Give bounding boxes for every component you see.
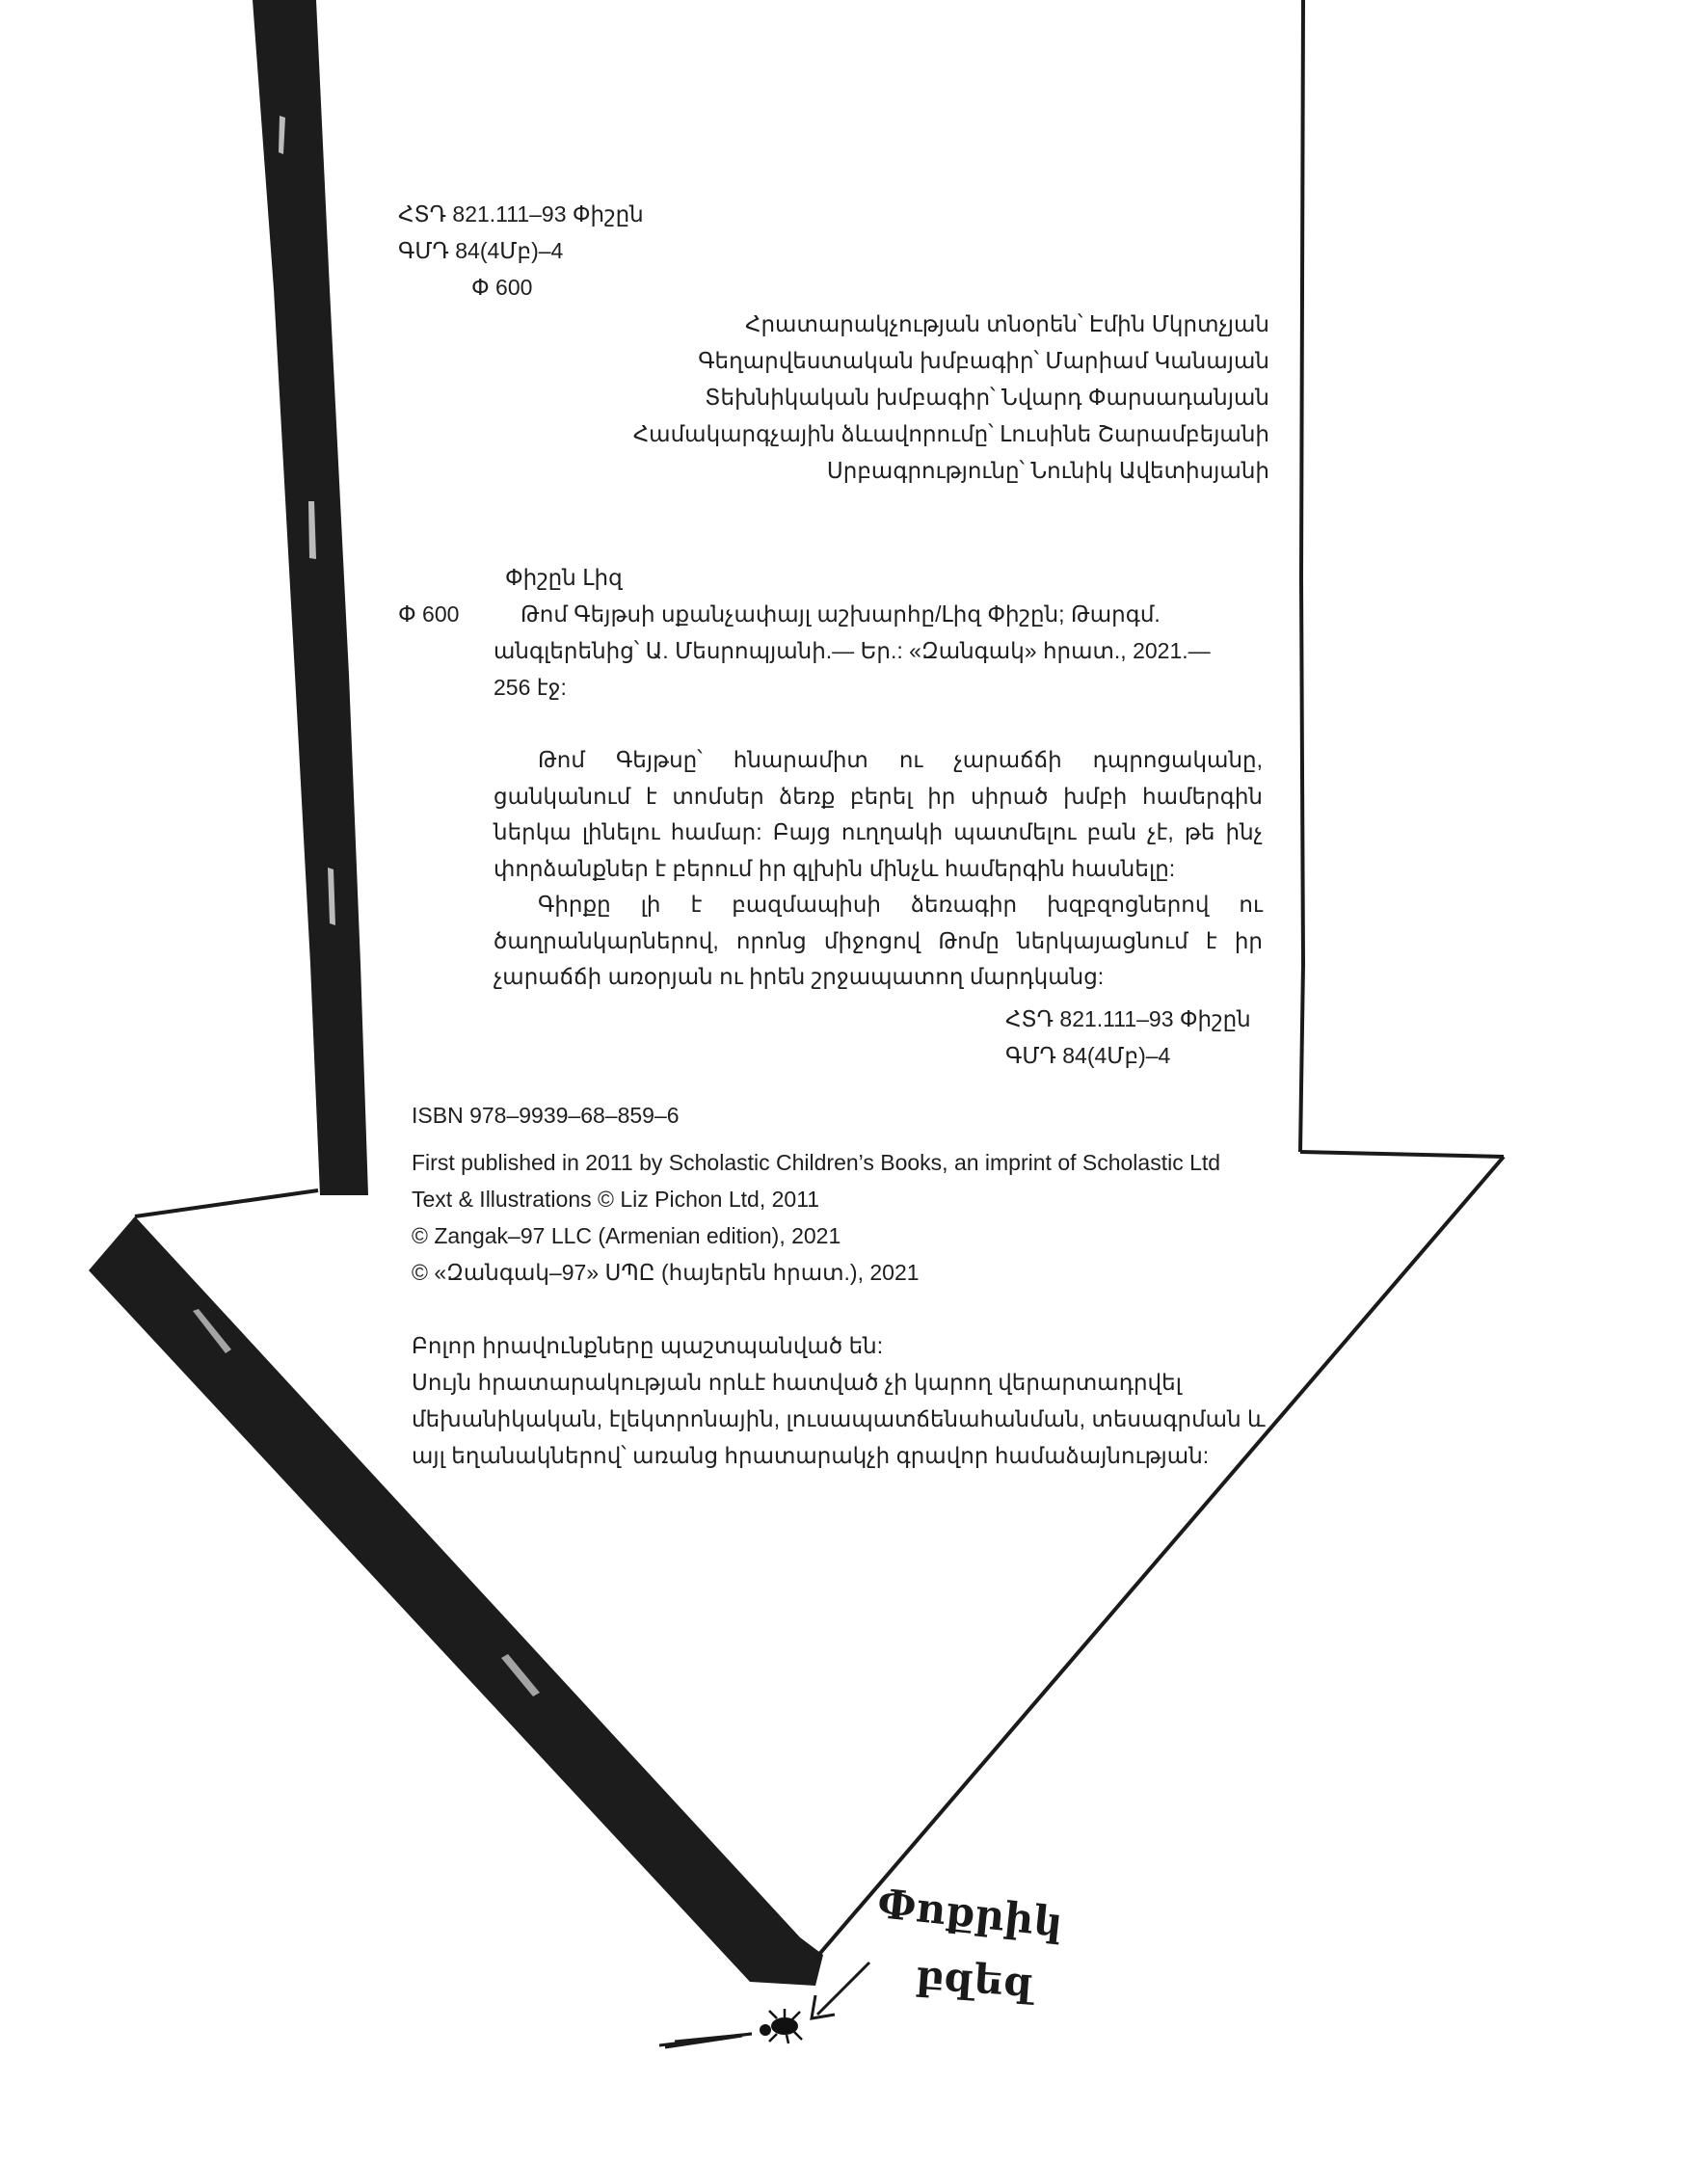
annotation-line: Թոմ Գեյթսը՝ հնարամիտ ու չարաճճի դպրոցականը, xyxy=(538,747,1263,772)
annotation-line: Գիրքը լի է բազմապիսի ձեռագիր խզբզոցներով ու xyxy=(538,892,1263,917)
arrow-shoulder-right xyxy=(1300,1152,1504,1157)
annotation-line: ծաղրանկարներով, որոնց միջոցով Թոմը ներկայացնում է իր xyxy=(494,927,1263,953)
publication-line: First published in 2011 by Scholastic Children’s Books, an imprint of Scholastic Ltd xyxy=(412,1150,1221,1175)
annotation-line: ներկա լինելու համար: Բայց ուղղակի պատմելու բան չէ, թե ինչ xyxy=(494,819,1263,844)
staff-line: Սրբագրությունը՝ Նունիկ Ավետիսյանի xyxy=(826,458,1269,483)
annotation-paragraph-1 xyxy=(494,742,1263,887)
catalog-line: Թոմ Գեյթսի սքանչափայլ աշխարհը/Լիզ Փիշըն; Թարգմ. xyxy=(520,601,1161,627)
arrow-shaft-left xyxy=(253,0,368,1195)
annotation-line: չարաճճի առօրյան ու իրեն շրջապատող մարդկանց: xyxy=(494,964,1105,989)
staff-line: Գեղարվեստական խմբագիր՝ Մարիամ Կանայան xyxy=(698,348,1269,373)
bbk-code: ԳՄԴ 84(4Մբ)–4 xyxy=(398,238,564,263)
annotation-line: փորձանքներ է բերում իր գլխին մինչև համերգին հասնելը: xyxy=(494,855,1176,881)
publication-line: Text & Illustrations © Liz Pichon Ltd, 2011 xyxy=(412,1187,820,1212)
arrow-shaft-right xyxy=(1300,0,1303,1152)
rights-line: մեխանիկական, էլեկտրոնային, լուսապատճենահանման, տեսագրման և xyxy=(412,1406,1266,1431)
bug-icon xyxy=(760,2009,802,2043)
annotation-bbk: ԳՄԴ 84(4Մբ)–4 xyxy=(1005,1043,1171,1068)
rights-line: Սույն հրատարակության որևէ հատված չի կարող վերարտադրվել xyxy=(412,1370,1182,1395)
catalog-author: Փիշըն Լիզ xyxy=(505,565,623,590)
publication-info xyxy=(412,1144,1220,1291)
staff-line: Հրատարակչության տնօրեն՝ Էմին Մկրտչյան xyxy=(745,311,1269,336)
pointer-arrow xyxy=(817,1963,869,2015)
isbn: ISBN 978–9939–68–859–6 xyxy=(412,1103,680,1128)
doodle-label-line1: Փոքրիկ xyxy=(874,1880,1065,1946)
doodle-label-line2: բզեզ xyxy=(914,1950,1035,2007)
publication-line: © «Զանգակ–97» ՍՊԸ (հայերեն հրատ.), 2021 xyxy=(412,1260,920,1285)
rights-line: այլ եղանակներով՝ առանց հրատարակչի գրավոր համաձայնության: xyxy=(412,1443,1210,1468)
publication-line: © Zangak–97 LLC (Armenian edition), 2021 xyxy=(412,1223,841,1248)
annotation-line: ցանկանում է տոմսեր ձեռք բերել իր սիրած խմբի համերգին xyxy=(494,783,1263,809)
staff-credits xyxy=(633,306,1269,489)
catalog-line: անգլերենից՝ Ա. Մեսրոպյանի.— Եր.: «Զանգակ» հրատ., 2021.— xyxy=(494,638,1211,663)
rights-notice xyxy=(412,1327,1266,1474)
staff-line: Համակարգչային ձևավորումը՝ Լուսինե Շարամբեյանի xyxy=(632,421,1269,446)
udc-code: ՀՏԴ 821.111–93 Փիշըն xyxy=(398,201,644,227)
rights-line: Բոլոր իրավունքները պաշտպանված են: xyxy=(412,1333,884,1358)
catalog-mark: Փ 600 xyxy=(398,601,460,627)
ground-scribble xyxy=(659,2034,752,2047)
author-mark: Փ 600 xyxy=(471,275,533,300)
annotation-paragraph-2 xyxy=(494,887,1263,996)
staff-line: Տեխնիկական խմբագիր՝ Նվարդ Փարսադանյան xyxy=(705,385,1269,410)
arrow-shoulder-left xyxy=(135,1190,318,1216)
annotation-udc: ՀՏԴ 821.111–93 Փիշըն xyxy=(1005,1006,1251,1031)
catalog-line: 256 էջ: xyxy=(494,675,567,700)
